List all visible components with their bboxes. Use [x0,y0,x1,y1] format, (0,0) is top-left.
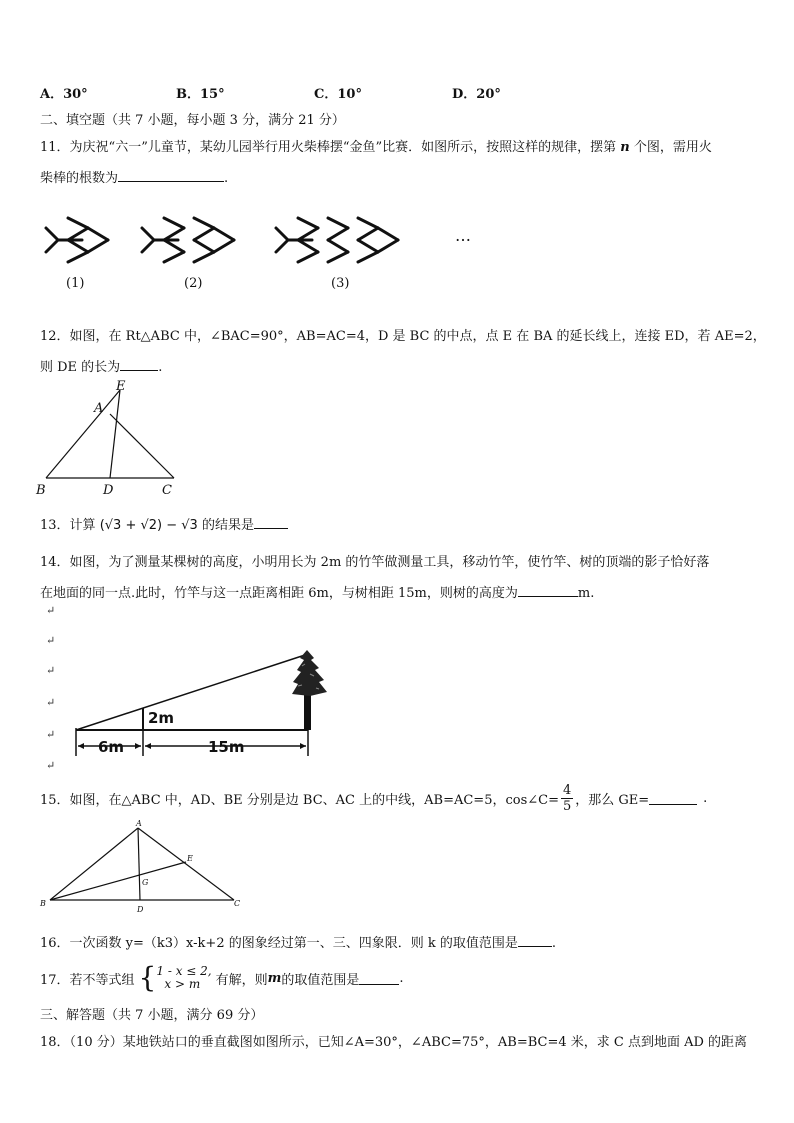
q12-label-c: C [162,483,172,498]
q15-line [40,780,707,816]
q15-answer-blank [649,792,697,805]
q12-line2 [40,356,162,375]
option-a: A．30° [40,87,88,102]
q16-text: 16．一次函数 y=（k3）x-k+2 的图象经过第一、三、四象限．则 k 的取值范围是 [40,936,518,951]
q11-line1 [40,136,712,155]
q12-triangle-figure [34,378,184,498]
q15-prefix: 15．如图，在△ABC 中，AD、BE 分别是边 BC、AC 上的中线，AB=AC=5，cos∠C= [40,792,559,808]
q11-var-n: n [620,140,630,155]
q17-brace: { [138,961,157,994]
q13-line [40,514,288,533]
q12-label-d: D [103,483,114,498]
option-d: D．20° [452,87,501,102]
q15-label-b: B [40,899,46,908]
q13-answer-blank [254,516,288,529]
q12-label-a: A [94,401,104,416]
q11-line2 [40,167,228,186]
q17-inequality-system [138,961,212,994]
q11-line2-end: . [224,171,229,186]
q15-triangle-figure [38,818,248,916]
q12-line2-end: . [158,360,163,375]
q11-caption-1: (1) [66,276,85,291]
q11-caption-2: (2) [184,276,203,291]
return-mark-3: ↵ [46,664,56,677]
q17-answer-blank [359,972,399,985]
q15-label-e: E [187,854,193,863]
q11-ellipsis: … [455,226,471,245]
q14-line2-text: 在地面的同一点.此时，竹竿与这一点距离相距 6m，与树相距 15m，则树的高度为 [40,586,518,601]
q15-label-a: A [136,819,142,828]
q11-caption-3: (3) [331,276,350,291]
q16-line [40,932,556,951]
q17-var-m: m [267,970,282,986]
q14-label-6m: 6m [98,738,125,756]
q12-line2-text: 则 DE 的长为 [40,360,121,375]
q17-prefix: 17．若不等式组 [40,972,135,988]
q17-end: . [399,970,404,986]
q15-label-g: G [142,878,149,887]
fish-3 [276,218,398,262]
q17-mid: 有解，则 [215,972,268,988]
q11-line1-text-a: 11．为庆祝“六一”儿童节，某幼儿园举行用火柴棒摆“金鱼”比赛．如图所示，按照这样的规律，摆第 [40,140,621,155]
q13-suffix: 的结果是 [197,518,254,533]
return-mark-2: ↵ [46,634,56,647]
q15-frac-num: 4 [562,782,572,798]
q11-matchstick-figure [40,210,480,270]
q13-expression: (√3 + √2) − √3 [99,518,198,533]
q15-end: . [703,790,708,806]
q14-shadow-figure [70,644,340,762]
q14-label-pole: 2m [148,709,175,727]
q15-frac-den: 5 [562,798,572,814]
q15-label-c: C [234,899,241,908]
q14-answer-blank [518,584,578,597]
section3-title: 三、解答题（共 7 小题，满分 69 分） [40,1008,264,1023]
q14-line2 [40,582,594,601]
return-mark-1: ↵ [46,604,56,617]
return-mark-4: ↵ [46,696,56,709]
q16-end: . [551,936,557,951]
q16-answer-blank [518,934,552,947]
q15-fraction [561,783,573,814]
q15-suffix: ，那么 GE= [575,792,650,808]
q11-line2-text: 柴棒的根数为 [40,171,119,186]
q12-answer-blank [120,358,158,371]
q14-line2-end: m. [577,586,595,601]
q12-line1: 12．如图，在 Rt△ABC 中，∠BAC=90°，AB=AC=4，D 是 BC 的中点，点 E 在 BA 的延长线上，连接 ED，若 AE=2， [40,329,766,344]
q17-row1: 1 - x ≤ 2, [156,964,212,978]
q13-prefix: 13．计算 [40,518,100,533]
q14-line1: 14．如图，为了测量某棵树的高度，小明用长为 2m 的竹竿做测量工具，移动竹竿，使竹竿、树的顶端的影子恰好落 [40,555,710,570]
q17-line [40,962,404,994]
tree-icon [292,650,327,730]
option-c: C．10° [314,87,362,102]
q12-label-e: E [116,379,126,394]
q15-label-d: D [137,905,144,914]
return-mark-6: ↵ [46,759,56,772]
q17-suffix: 的取值范围是 [281,972,360,988]
fish-2 [142,218,234,262]
q11-line1-text-b: 个图，需用火 [629,140,712,155]
q14-label-15m: 15m [208,738,245,756]
return-mark-5: ↵ [46,728,56,741]
fish-1 [46,218,108,262]
option-b: B．15° [176,87,225,102]
section2-title: 二、填空题（共 7 小题，每小题 3 分，满分 21 分） [40,113,345,128]
q17-row2: x > m [164,977,201,991]
q18-line: 18．（10 分）某地铁站口的垂直截图如图所示，已知∠A=30°，∠ABC=75°，AB=BC=4 米，求 C 点到地面 AD 的距离 [40,1035,748,1050]
q12-label-b: B [36,483,46,498]
q11-answer-blank [118,169,224,182]
